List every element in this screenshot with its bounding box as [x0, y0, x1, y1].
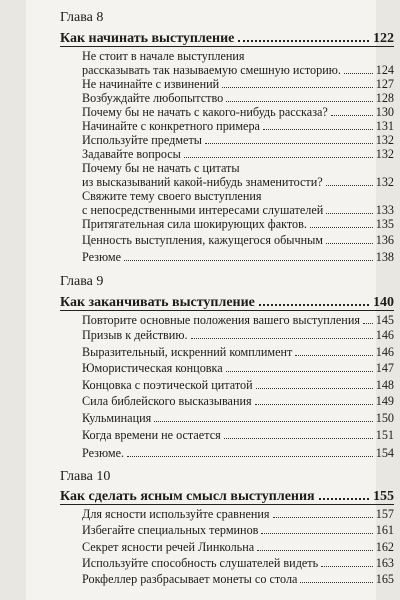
toc-entry-label: Призыв к действию.: [82, 328, 188, 342]
toc-entry-page: 130: [375, 105, 394, 119]
toc-entry-label: с непосредственными интересами слушателей: [82, 203, 324, 217]
toc-entry: [82, 411, 394, 425]
toc-entry-page: 132: [375, 133, 394, 147]
toc-entry: [82, 147, 394, 161]
toc-entry-label: Когда времени не остается: [82, 428, 221, 442]
chapter-10-rule: [60, 504, 394, 505]
dot-leader: [259, 292, 369, 306]
dot-leader: [257, 540, 373, 551]
dot-leader: [319, 486, 369, 500]
toc-entry-label: Почему бы не начать с какого-нибудь рассказа?: [82, 105, 328, 119]
dot-leader: [127, 446, 373, 457]
toc-entry-page: 131: [375, 119, 394, 133]
toc-entry: [82, 378, 394, 392]
dot-leader: [363, 313, 373, 324]
toc-entry-label: Кульминация: [82, 411, 152, 425]
toc-entry: [82, 217, 394, 231]
dot-leader: [184, 147, 373, 158]
toc-entry-label: Ценность выступления, кажущегося обычным: [82, 233, 324, 247]
toc-entry-page: 162: [375, 540, 394, 554]
toc-entry-label: Резюме.: [82, 446, 125, 460]
toc-entry-label: Юмористическая концовка: [82, 361, 223, 375]
toc-entry: [82, 250, 394, 264]
toc-entry-label: Задавайте вопросы: [82, 147, 181, 161]
chapter-9-title: Как заканчивать выступление: [60, 295, 255, 310]
toc-entry-label: Используйте предметы: [82, 133, 202, 147]
toc-entry-page: 163: [375, 556, 394, 570]
chapter-10-page: 155: [373, 489, 394, 504]
dot-leader: [326, 175, 373, 186]
dot-leader: [331, 105, 373, 116]
toc-entry-label: Выразительный, искренний комплимент: [82, 345, 293, 359]
dot-leader: [226, 361, 373, 372]
toc-entry: [82, 91, 394, 105]
toc-entry: [82, 507, 394, 521]
toc-entry: [82, 49, 394, 77]
toc-entry-page: 154: [375, 446, 394, 460]
toc-entry-label: рассказывать так называемую смешную историю.: [82, 63, 341, 77]
toc-entry: [82, 233, 394, 247]
chapter-9-heading: Глава 9: [60, 274, 104, 289]
chapter-8-rule: [60, 46, 394, 47]
toc-entry-label: Для ясности используйте сравнения: [82, 507, 270, 521]
toc-entry-label: Секрет ясности речей Линкольна: [82, 540, 255, 554]
toc-entry-page: 146: [375, 328, 394, 342]
dot-leader: [224, 428, 373, 439]
toc-entry-label: Рокфеллер разбрасывает монеты со стола: [82, 572, 298, 586]
dot-leader: [261, 523, 372, 534]
dot-leader: [191, 328, 373, 339]
toc-entry: [82, 556, 394, 570]
toc-entry: [82, 133, 394, 147]
dot-leader: [326, 203, 372, 214]
dot-leader: [300, 572, 372, 583]
toc-entry-label: Избегайте специальных терминов: [82, 523, 259, 537]
toc-entry-page: 150: [375, 411, 394, 425]
toc-entry-page: 146: [375, 345, 394, 359]
toc-entry-page: 151: [375, 428, 394, 442]
dot-leader: [321, 556, 373, 567]
toc-entry-label: Не начинайте с извинений: [82, 77, 220, 91]
toc-entry: [82, 328, 394, 342]
chapter-8-page: 122: [373, 31, 394, 46]
toc-entry-page: 136: [375, 233, 394, 247]
toc-entry: [82, 361, 394, 375]
toc-entry: [82, 540, 394, 554]
dot-leader: [222, 77, 373, 88]
toc-entry-page: 128: [375, 91, 394, 105]
dot-leader: [256, 378, 373, 389]
toc-entry-line: Свяжите тему своего выступления: [82, 189, 262, 203]
toc-entry: [82, 428, 394, 442]
toc-entry-line: Не стоит в начале выступления: [82, 49, 245, 63]
dot-leader: [326, 233, 373, 244]
toc-entry-page: 138: [375, 250, 394, 264]
toc-entry: [82, 189, 394, 217]
toc-entry-page: 133: [375, 203, 394, 217]
chapter-8-heading: Глава 8: [60, 10, 104, 25]
toc-entry-label: Начинайте с конкретного примера: [82, 119, 260, 133]
chapter-10-title-row: [60, 486, 394, 504]
toc-entry: [82, 119, 394, 133]
toc-entry: [82, 161, 394, 189]
toc-entry-label: Резюме: [82, 250, 122, 264]
toc-entry-page: 132: [375, 147, 394, 161]
toc-entry-page: 147: [375, 361, 394, 375]
toc-entry-page: 135: [375, 217, 394, 231]
dot-leader: [310, 217, 373, 228]
toc-entry-page: 149: [375, 394, 394, 408]
dot-leader: [273, 507, 373, 518]
dot-leader: [255, 394, 373, 405]
toc-entry-line: Почему бы не начать с цитаты: [82, 161, 240, 175]
dot-leader: [154, 411, 372, 422]
toc-entry-label: Концовка с поэтической цитатой: [82, 378, 253, 392]
chapter-9-rule: [60, 310, 394, 311]
dot-leader: [263, 119, 373, 130]
toc-entry-label: Притягательная сила шокирующих фактов.: [82, 217, 307, 231]
toc-entry: [82, 394, 394, 408]
toc-entry: [82, 313, 394, 327]
toc-entry-page: 165: [375, 572, 394, 586]
toc-entry-page: 145: [375, 313, 394, 327]
chapter-9-title-row: [60, 292, 394, 310]
toc-entry: [82, 345, 394, 359]
dot-leader: [124, 250, 373, 261]
toc-entry: [82, 77, 394, 91]
toc-entry-page: 127: [375, 77, 394, 91]
dot-leader: [344, 63, 373, 74]
toc-entry-page: 157: [375, 507, 394, 521]
toc-entry-page: 161: [375, 523, 394, 537]
toc-entry-label: Повторите основные положения вашего выступления: [82, 313, 360, 327]
toc-entry-page: 148: [375, 378, 394, 392]
toc-entry: [82, 523, 394, 537]
dot-leader: [238, 28, 369, 42]
toc-entry: [82, 105, 394, 119]
toc-entry-label: из высказываний какой-нибудь знаменитости?: [82, 175, 323, 189]
chapter-8-title: Как начинать выступление: [60, 31, 235, 46]
toc-entry-label: Сила библейского высказывания: [82, 394, 252, 408]
toc-entry-page: 132: [375, 175, 394, 189]
chapter-10-title: Как сделать ясным смысл выступления: [60, 489, 315, 504]
chapter-8-title-row: [60, 28, 394, 46]
toc-entry: [82, 572, 394, 586]
dot-leader: [295, 345, 372, 356]
toc-entry-label: Используйте способность слушателей видеть: [82, 556, 319, 570]
toc-entry: [82, 446, 394, 460]
dot-leader: [226, 91, 373, 102]
toc-entry-page: 124: [375, 63, 394, 77]
chapter-9-page: 140: [373, 295, 394, 310]
book-page: [26, 0, 394, 600]
chapter-10-heading: Глава 10: [60, 469, 111, 484]
dot-leader: [205, 133, 373, 144]
toc-entry-label: Возбуждайте любопытство: [82, 91, 224, 105]
